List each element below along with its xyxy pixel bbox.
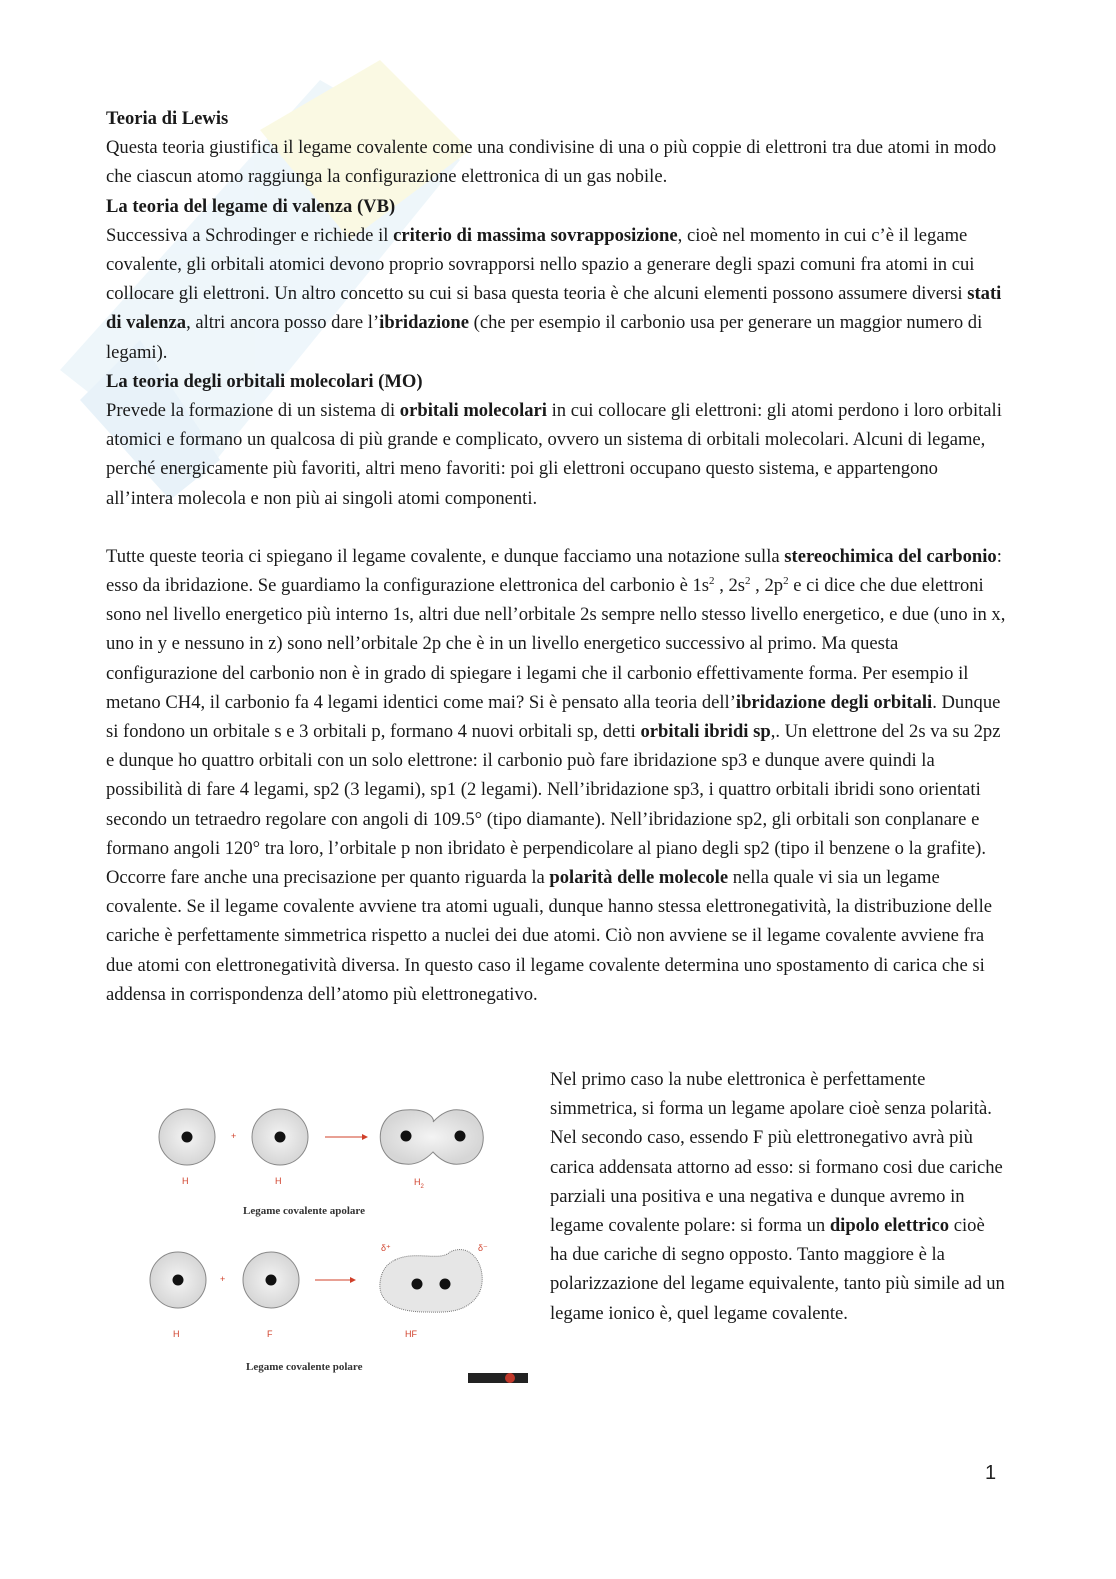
paragraph-vb: Successiva a Schrodinger e richiede il criterio di massima sovrapposizione, cioè nel momento in cui c’è il legame covalente, gli orbitali atomici devono proprio sovrapporsi nello spazio a generare degli spazi comuni fra atomi in cui collocare gli elettroni. Un altro concetto su cui si basa questa teoria è che alcuni elementi possono assumere diversi stati di valenza, altri ancora posso dare l’ibridazione (che per esempio il carbonio usa per generare un maggior numero di legami). xyxy=(106,224,1002,363)
caption-apolar: Legame covalente apolare xyxy=(243,1205,365,1217)
label-h: H xyxy=(173,1329,180,1339)
hf-nucleus xyxy=(440,1279,451,1290)
h-nucleus xyxy=(173,1275,184,1286)
covalent-bond-figure xyxy=(140,1090,530,1390)
delta-plus: δ⁺ xyxy=(381,1243,391,1253)
hf-nucleus xyxy=(412,1279,423,1290)
paragraph-carbon: Tutte queste teoria ci spiegano il legame covalente, e dunque facciamo una notazione sulla stereochimica del carbonio: esso da ibridazione. Se guardiamo la configurazione elettronica del carbonio è $1s^2$ , $2s^2$ , $2p^2$ e ci dice che due elettroni sono nel livello energetico più interno 1s, altri due nell’orbitale 2s sempre nello stesso livello energetico, e due (uno in x, uno in y e nessuno in z) sono nell’orbitale 2p che è in un livello energetico successivo al primo. Ma questa configurazione del carbonio non è in grado di spiegare i legami che il carbonio effettivamente forma. Per esempio il metano CH4, il carbonio fa 4 legami identici come mai? Si è pensato alla teoria dell’ibridazione degli orbitali. Dunque si fondono un orbitale s e 3 orbitali p, formano 4 nuovi orbitali sp, detti orbitali ibridi sp,. Un elettrone del 2s va su 2pz e dunque ho quattro orbitali con un solo elettrone: il carbonio può fare ibridazione sp3 e dunque avere quindi la possibilità di fare 4 legami, sp2 (3 legami), sp1 (2 legami). Nell’ibridazione sp3, i quattro orbitali ibridi sono orientati secondo un tetraedro regolare con angoli di 109.5° (tipo diamante). Nell’ibridazione sp2, gli orbitali son conplanare e formano angoli 120° tra loro, l’orbitale p non ibridato è perpendicolare al piano degli sp2 (tipo il benzene o la grafite). xyxy=(106,545,1006,859)
hf-molecule xyxy=(380,1250,482,1313)
side-text xyxy=(550,1065,1006,1328)
paragraph-side: Nel primo caso la nube elettronica è perfettamente simmetrica, si forma un legame apolare cioè senza polarità. Nel secondo caso, essendo F più elettronegativo avrà più carica addensata attorno ad esso: si formano cosi due cariche parziali una positiva e una negativa e dunque avremo in legame covalente polare: si forma un dipolo elettrico cioè ha due cariche di segno opposto. Tanto maggiore è la polarizzazione del legame equivalente, tanto più simile ad un legame ionico è, quel legame covalente. xyxy=(550,1069,1005,1324)
plus-sign: + xyxy=(231,1131,237,1141)
label-f: F xyxy=(267,1329,273,1339)
plus-sign: + xyxy=(220,1274,226,1284)
label-h-left: H xyxy=(182,1176,189,1186)
h-nucleus xyxy=(275,1132,286,1143)
page-number: 1 xyxy=(985,1462,997,1484)
arrow-head xyxy=(350,1277,356,1283)
delta-minus: δ⁻ xyxy=(478,1243,488,1253)
main-text xyxy=(106,104,1006,1009)
h-nucleus xyxy=(182,1132,193,1143)
paragraph-lewis: Questa teoria giustifica il legame covalente come una condivisine di una o più coppie di elettroni tra due atomi in modo che ciascun atomo raggiunga la configurazione elettronica di un gas nobile. xyxy=(106,137,997,188)
cropped-image-fragment xyxy=(468,1373,528,1383)
heading-lewis: Teoria di Lewis xyxy=(106,108,229,129)
heading-vb: La teoria del legame di valenza (VB) xyxy=(106,195,396,217)
label-h2: $H_2$ xyxy=(414,1177,424,1190)
h2-molecule xyxy=(380,1110,483,1164)
h2-nucleus xyxy=(401,1131,412,1142)
paragraph-mo: Prevede la formazione di un sistema di orbitali molecolari in cui collocare gli elettroni: gli atomi perdono i loro orbitali atomici e formano un qualcosa di più grande e complicato, ovvero un sistema di orbitali molecolari. Alcuni di legame, perché energicamente più favoriti, altri meno favoriti: poi gli elettroni occupano questo sistema, e appartengono all’intera molecola e non più ai singoli atomi componenti. xyxy=(106,400,1002,509)
caption-polar: Legame covalente polare xyxy=(246,1361,363,1373)
heading-mo: La teoria degli orbitali molecolari (MO) xyxy=(106,370,423,392)
label-hf: HF xyxy=(405,1329,417,1339)
label-h-mid: H xyxy=(275,1176,282,1186)
paragraph-polarity: Occorre fare anche una precisazione per quanto riguarda la polarità delle molecole nella quale vi sia un legame covalente. Se il legame covalente avviene tra atomi uguali, dunque hanno stessa elettronegatività, la distribuzione delle cariche è perfettamente simmetrica rispetto a nuclei dei due atomi. Ciò non avviene se il legame covalente avviene fra due atomi con elettronegatività diversa. In questo caso il legame covalente determina uno spostamento di carica che si addensa in corrispondenza dell’atomo più elettronegativo. xyxy=(106,867,992,1005)
paragraph-spacer xyxy=(106,513,1006,542)
cropped-image-dot xyxy=(505,1373,515,1383)
f-nucleus xyxy=(266,1275,277,1286)
h2-nucleus xyxy=(455,1131,466,1142)
arrow-head xyxy=(362,1134,368,1140)
